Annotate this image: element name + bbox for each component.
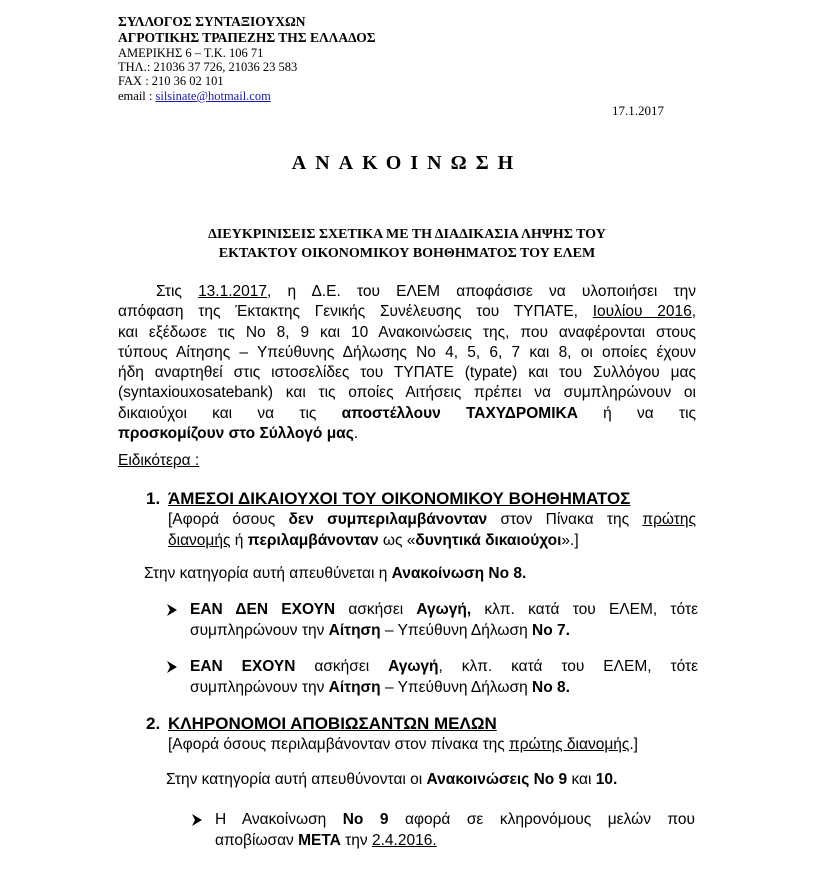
assembly-month: Ιουλίου 2016 [592, 303, 692, 321]
intro-line-2: απόφαση της Έκτακτης Γενικής Συνέλευσης του ΤΥΠΑΤΕ, Ιουλίου 2016, [118, 303, 696, 321]
section1-bullet1: ΕΑΝ ΔΕΝ ΕΧΟΥΝ ασκήσει Αγωγή, κλπ. κατά του ΕΛΕΜ, τότε συμπληρώνουν την Αίτηση – Υπεύθυνη Δήλωση Νο 7. [190, 601, 698, 639]
section2-title: ΚΛΗΡΟΝΟΜΟΙ ΑΠΟΒΙΩΣΑΝΤΩΝ ΜΕΛΩΝ [168, 714, 497, 733]
document-date: 17.1.2017 [612, 103, 664, 118]
intro-line-6: (syntaxiouxosatebank) και τις οποίες Αιτήσεις πρέπει να συμπληρώνουν οι [118, 384, 696, 402]
section2-heading [146, 714, 497, 734]
specifically-label: Ειδικότερα : [118, 452, 200, 469]
intro-line-5: ήδη αναρτηθεί στις ιστοσελίδες του ΤΥΠΑΤΕ (typate) και του Συλλόγου μας [118, 364, 696, 382]
section2-bullet1: Η Ανακοίνωση Νο 9 αφορά σε κληρονόμους μελών που αποβίωσαν ΜΕΤΑ την 2.4.2016. [215, 811, 695, 849]
subtitle-line2: ΕΚΤΑΚΤΟΥ ΟΙΚΟΝΟΜΙΚΟΥ ΒΟΗΘΗΜΑΤΟΣ ΤΟΥ ΕΛΕΜ [218, 246, 596, 261]
section1-note-line2: διανομής ή περιλαμβάνονταν ως «δυνητικά δικαιούχοι».] [168, 531, 579, 549]
subtitle-line1: ΔΙΕΥΚΡΙΝΙΣΕΙΣ ΣΧΕΤΙΚΑ ΜΕ ΤΗ ΔΙΑΔΙΚΑΣΙΑ ΛΗΨΗΣ ΤΟΥ [208, 227, 606, 242]
intro-paragraph [118, 282, 696, 444]
section1-category: Στην κατηγορία αυτή απευθύνεται η Ανακοίνωση Νο 8. [144, 565, 527, 582]
org-address: ΑΜΕΡΙΚΗΣ 6 – Τ.Κ. 106 71 [118, 46, 264, 60]
arrow-bullet-icon [165, 603, 179, 622]
org-email-row [118, 89, 271, 104]
document-title: ΑΝΑΚΟΙΝΩΣΗ [291, 152, 523, 174]
intro-line-8: προσκομίζουν στο Σύλλογό μας. [118, 425, 359, 443]
section1-heading [146, 489, 630, 509]
org-fax: FAX : 210 36 02 101 [118, 74, 224, 88]
arrow-bullet-icon [165, 660, 179, 679]
section1-title: ΆΜΕΣΟΙ ΔΙΚΑΙΟΥΧΟΙ ΤΟΥ ΟΙΚΟΝΟΜΙΚΟΥ ΒΟΗΘΗΜΑΤΟΣ [168, 489, 631, 508]
section1-bullet2: ΕΑΝ ΕΧΟΥΝ ασκήσει Αγωγή, κλπ. κατά του ΕΛΕΜ, τότε συμπληρώνουν την Αίτηση – Υπεύθυνη Δήλωση Νο 8. [190, 658, 699, 696]
arrow-bullet-icon [190, 813, 204, 832]
email-link[interactable]: silsinate@hotmail.com [155, 89, 271, 103]
email-label: email : [118, 89, 156, 103]
section2-note: [Αφορά όσους περιλαμβάνονταν στον πίνακα της πρώτης διανομής.] [168, 736, 638, 753]
intro-line-4: τύπους Αίτησης – Υπεύθυνης Δήλωσης Νο 4, 5, 6, 7 και 8, οι οποίες έχουν [118, 343, 696, 361]
org-name-line2: ΑΓΡΟΤΙΚΗΣ ΤΡΑΠΕΖΗΣ ΤΗΣ ΕΛΛΑΔΟΣ [118, 30, 376, 45]
decision-date: 13.1.2017 [198, 283, 268, 300]
intro-line-3: και εξέδωσε τις Νο 8, 9 και 10 Ανακοινώσεις της, που αναφέρονται στους [118, 323, 696, 341]
section2-category: Στην κατηγορία αυτή απευθύνονται οι Ανακοινώσεις Νο 9 και 10. [166, 771, 618, 788]
section1-number: 1. [146, 489, 161, 508]
section2-number: 2. [146, 714, 161, 733]
intro-line-1: Στις 13.1.2017, η Δ.Ε. του ΕΛΕΜ αποφάσισε να υλοποιήσει την [156, 283, 697, 300]
section1-note [168, 510, 696, 551]
section1-note-line1: [Αφορά όσους δεν συμπεριλαμβάνονταν στον Πίνακα της πρώτης [168, 511, 696, 528]
org-phone: ΤΗΛ.: 21036 37 726, 21036 23 583 [118, 60, 298, 74]
org-name-line1: ΣΥΛΛΟΓΟΣ ΣΥΝΤΑΞΙΟΥΧΩΝ [118, 14, 306, 29]
intro-line-7: δικαιούχοι και να τις αποστέλλουν ΤΑΧΥΔΡΟΜΙΚΑ ή να τις [118, 404, 696, 422]
